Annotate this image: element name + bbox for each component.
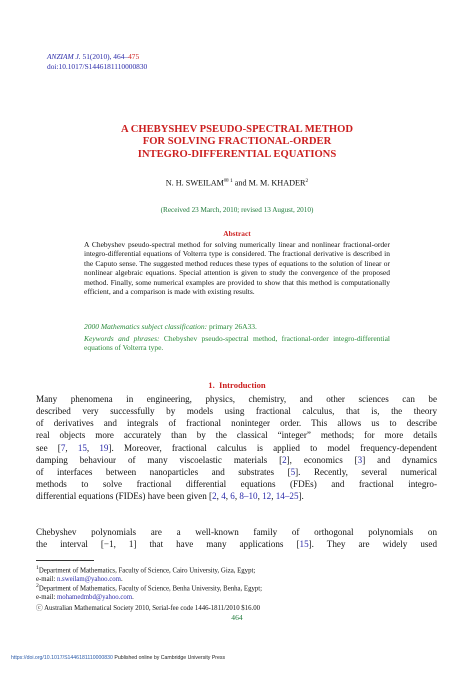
citation-link[interactable]: 5: [290, 466, 296, 477]
title-line: FOR SOLVING FRACTIONAL-ORDER: [142, 136, 332, 148]
text-run: described very successfully by models using fractional calculus, that is, the theory: [36, 406, 437, 417]
footnote-2: [36, 582, 437, 603]
text-run: ]. They are widely used: [308, 539, 437, 550]
footnote-mark: 2: [36, 583, 39, 589]
section-heading: [0, 380, 474, 390]
text-run: ,: [271, 491, 276, 502]
text-line: [36, 454, 437, 466]
msc-label: 2000 Mathematics subject classification:: [84, 322, 208, 331]
text-line: [36, 442, 437, 454]
text-run: ], economics [: [286, 454, 358, 465]
citation-link[interactable]: 6: [230, 491, 235, 502]
text-line: [36, 393, 437, 405]
author-2: M. M. KHADER: [248, 178, 306, 188]
text-run: of interfaces between nanoparticles and substrates [: [36, 466, 291, 477]
citation-link[interactable]: 2: [212, 491, 217, 502]
email-link[interactable]: n.sweilam@yahoo.com: [56, 575, 121, 583]
email-label: e-mail:: [36, 593, 57, 601]
citation-link[interactable]: 12: [262, 491, 272, 502]
keywords-label: Keywords and phrases:: [84, 334, 160, 343]
citation-link[interactable]: 19: [99, 442, 109, 453]
footnote-rule: [36, 560, 94, 561]
footnote-mark: 1: [36, 565, 39, 571]
footnote-trail: .: [132, 593, 134, 601]
author-1: N. H. SWEILAM: [165, 178, 224, 188]
intro-paragraph: [36, 393, 437, 502]
text-run: ].: [298, 491, 304, 502]
authors: [0, 178, 474, 188]
citation-link[interactable]: 4: [221, 491, 226, 502]
copyright-notice: ⓒ Australian Mathematical Society 2010, Serial-fee code 1446-1811/2010 $16.00: [36, 605, 260, 612]
text-run: the interval [−1, 1] that have many applications [: [36, 539, 300, 550]
text-run: methods to solve fractional differential equations (FDEs) and fractional integro-: [36, 479, 437, 490]
citation-link[interactable]: 15: [77, 442, 87, 453]
text-run: ,: [225, 491, 231, 502]
journal-header: [47, 52, 147, 71]
text-run: ,: [257, 491, 263, 502]
text-run: ] and dynamics: [362, 454, 438, 465]
chebyshev-paragraph: [36, 526, 437, 550]
citation-link[interactable]: 3: [357, 454, 363, 465]
text-run: ,: [65, 442, 78, 453]
citation-link[interactable]: 14–25: [275, 491, 299, 502]
text-run: differential equations (FIDEs) have been given [: [36, 491, 213, 502]
text-run: ]. Moreover, fractional calculus is applied to model frequency-dependent: [108, 442, 437, 453]
text-line: [36, 429, 437, 441]
title-line: INTEGRO-DIFFERENTIAL EQUATIONS: [137, 148, 337, 160]
keywords-value: Chebyshev pseudo-spectral method, fractional-order integro-differential equations of Volterra type.: [84, 334, 390, 353]
text-line: [36, 478, 437, 490]
citation-link[interactable]: 8–10: [239, 491, 258, 502]
header-doi: doi:10.1017/S1446181110000830: [47, 61, 148, 71]
text-run: Chebyshev polynomials are a well-known family of orthogonal polynomials on: [36, 527, 437, 537]
section-number: 1.: [208, 380, 215, 390]
text-run: ,: [234, 491, 240, 502]
author-2-mark[interactable]: 2: [305, 178, 309, 184]
page-number: 464: [231, 613, 243, 622]
keywords: [84, 334, 390, 353]
abstract-text: A Chebyshev pseudo-spectral method for solving numerically linear and nonlinear fractional-order integro-differential equations of Volterra type is considered. The fractional derivative is described in the Caputo sense. The suggested method reduces these types of equations to the solution of linear or nonlinear algebraic equations. Special attention is given to study the convergence of the proposed method. Finally, some numerical examples are provided to show that this method is computationally efficient, and a comparison is made with existing results.: [84, 240, 390, 297]
footer-text: Published online by Cambridge University Press: [112, 655, 226, 661]
cambridge-footer: [11, 655, 225, 661]
text-run: ,: [86, 442, 100, 453]
authors-and: and: [232, 178, 249, 188]
text-line: [36, 417, 437, 429]
journal-last-page[interactable]: 475: [128, 52, 140, 61]
abstract-heading: Abstract: [223, 229, 251, 238]
footer-doi-link[interactable]: https://doi.org/10.1017/S1446181110000830: [11, 655, 113, 661]
text-run: Many phenomena in engineering, physics, chemistry, and other sciences can be: [36, 394, 437, 404]
text-run: damping behaviour of many viscoelastic materials [: [36, 454, 283, 465]
text-run: ]. Recently, several numerical: [295, 466, 438, 477]
footnote-affiliation: Department of Mathematics, Faculty of Science, Cairo University, Giza, Egypt;: [38, 567, 256, 575]
text-run: of derivatives and integrals of fractional noninteger order. This allows us to describe: [36, 418, 437, 429]
footnote-affiliation: Department of Mathematics, Faculty of Science, Benha University, Benha, Egypt;: [38, 585, 263, 593]
journal-volume: 51(2010), 464–: [80, 52, 129, 61]
title-line: A CHEBYSHEV PSEUDO-SPECTRAL METHOD: [120, 124, 354, 135]
citation-link[interactable]: 15: [299, 539, 309, 550]
text-line: [36, 466, 437, 478]
citation-link[interactable]: 2: [282, 454, 287, 465]
email-link[interactable]: mohamedmbd@yahoo.com: [56, 593, 133, 601]
text-line: [36, 405, 437, 417]
footnote-trail: .: [120, 575, 123, 583]
journal-name: ANZIAM J.: [47, 52, 81, 61]
paper-title: [0, 124, 474, 161]
text-line: [36, 526, 437, 538]
text-run: ,: [216, 491, 222, 502]
msc-value: primary 26A33.: [207, 322, 257, 331]
email-label: e-mail:: [36, 575, 57, 583]
citation-link[interactable]: 7: [60, 442, 66, 453]
author-1-marks[interactable]: ✉ 1: [223, 178, 233, 184]
section-title: Introduction: [219, 380, 266, 390]
text-line: [36, 490, 437, 502]
text-line: [36, 538, 437, 550]
text-run: real objects more accurately than by the classical “integer” methods; for more details: [36, 430, 437, 441]
text-run: see [: [36, 442, 61, 453]
received-dates: (Received 23 March, 2010; revised 13 August, 2010): [160, 206, 314, 214]
msc-classification: [84, 322, 390, 331]
